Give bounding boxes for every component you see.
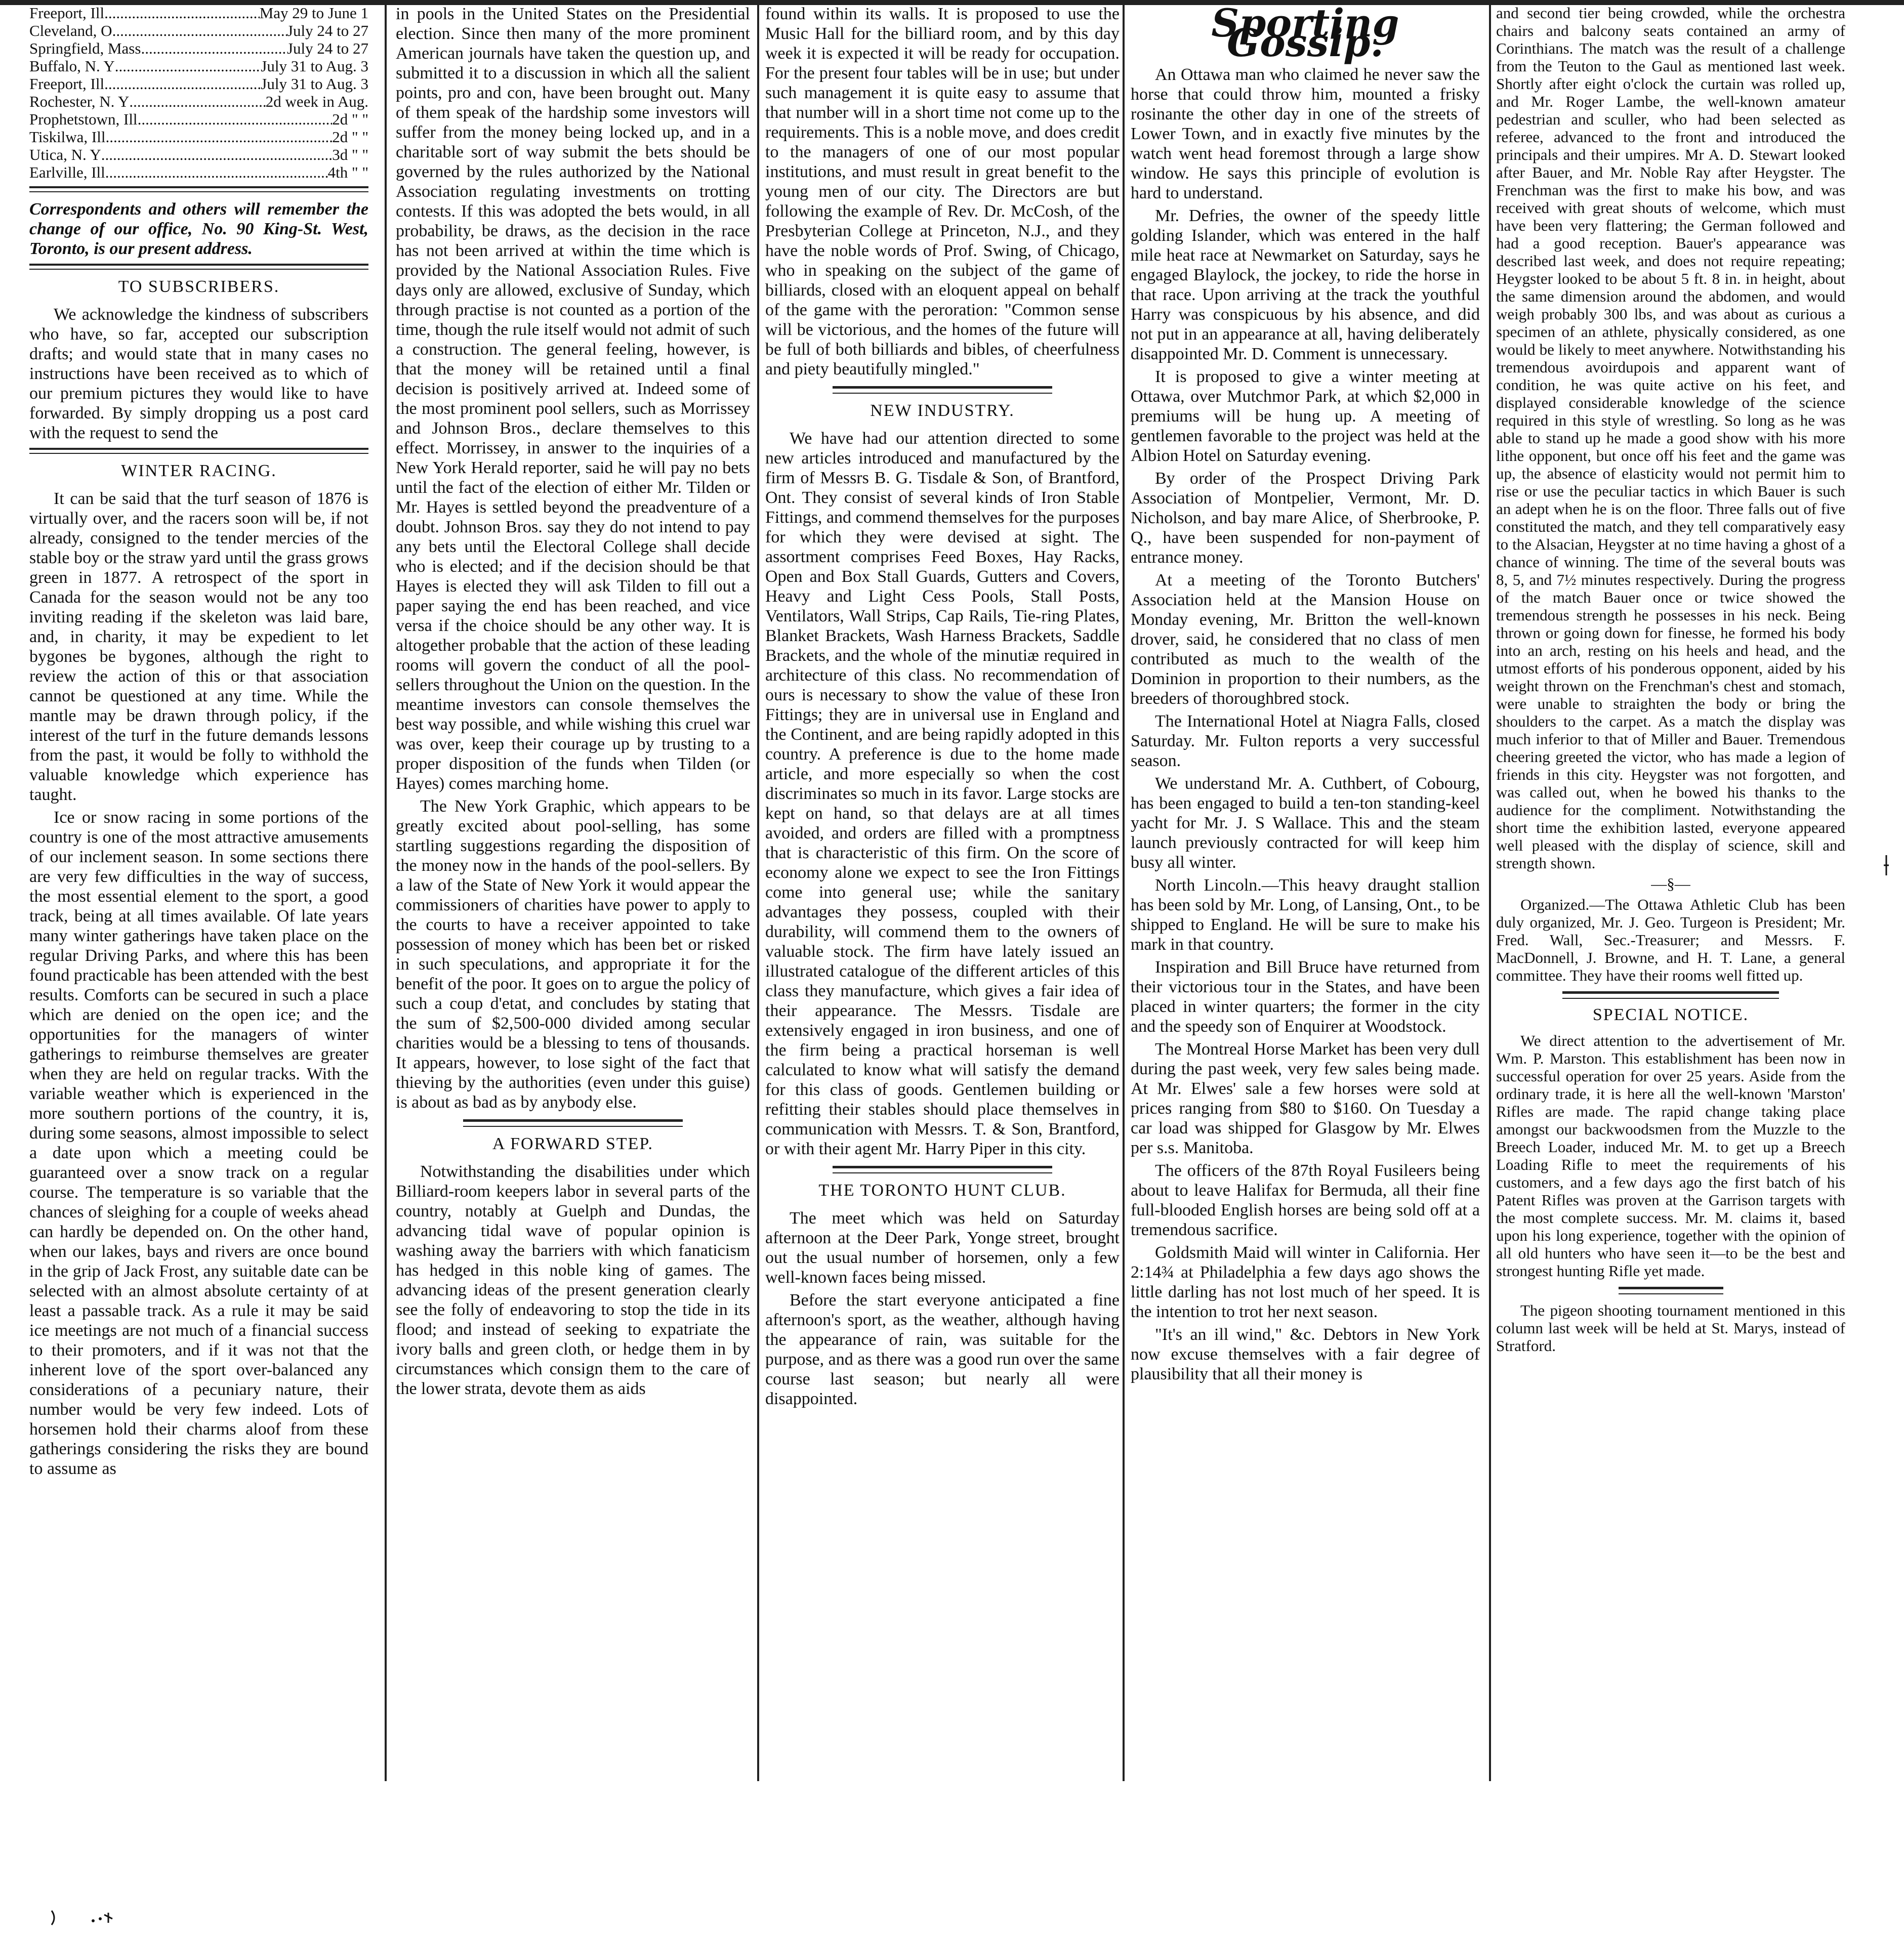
schedule-dates: July 24 to 27 [286,22,368,39]
column-5 [1496,4,1845,1765]
column-4 [1131,4,1480,1765]
gossip-paragraph: The Montreal Horse Market has been very dull during the past week, very few sales being made. At Mr. Elwes' sale a few horses were sold at prices ranging from $80 to $160. On Tuesday a car load was shipped for Glasgow by Mr. Elwes per s.s. Manitoba. [1131,1040,1480,1157]
schedule-row [29,39,368,57]
speck-icon [50,1908,120,1928]
schedule-place: Utica, N. Y [29,146,101,163]
column-rule [1489,0,1491,1781]
gossip-paragraph: Mr. Defries, the owner of the speedy little golding Islander, which was entered in the half mile heat race at Newmarket on Saturday, says he engaged Blaylock, the jockey, to ride the horse in that race. Upon arriving at the track the youthful Harry was conspicuous by his absence, and did not put in an appearance at all, having deliberately disappointed Mr. D. Comment is unnecessary. [1131,206,1480,363]
forward-step-heading: A FORWARD STEP. [492,1134,654,1153]
divider [29,448,368,454]
schedule-dates: 2d " " [332,110,368,128]
hunt-club-paragraph: The meet which was held on Saturday afternoon at the Deer Park, Yonge street, brought out the usual number of horsemen, only a few well-known faces being missed. [765,1209,1120,1287]
winter-racing-paragraph: It can be said that the turf season of 1876 is virtually over, and the racers soon will be, if not already, consigned to the tender mercies of the stable boy or the straw yard until the grass grows green in 1877. A retrospect of the sport in Canada for the season would not be any too inviting reading if the skeleton was laid bare, and, in charity, it may be expedient to let bygones be bygones, although the right to review the action of this or that association cannot be questioned at any time. While the mantle may be drawn through policy, if the interest of the turf in the future demands lessons from the past, it would be folly to withhold the valuable knowledge which experience has taught. [29,489,368,804]
schedule-leader-dots [115,57,261,75]
schedule-dates: 2d " " [332,128,368,146]
special-notice-paragraph: We direct attention to the advertisement of Mr. Wm. P. Marston. This establishment has been now in successful operation for over 25 years. Aside from the ordinary trade, it is here all the well-known 'Marston' Rifles are made. The rapid change taking place amongst our backwoodsmen from the Muzzle to the Breech Loader, induced Mr. M. to get up a Breech Loading Rifle to meet the requirements of his customers, and a few days ago the first batch of his Patent Rifles was proven at the Garrison targets with the most complete success. Mr. M. claims it, based upon his long experience, together with the opinion of all old hunters who have seen it—to be the best and strongest hunting Rifle yet made. [1496,1032,1845,1280]
gossip-paragraph: By order of the Prospect Driving Park Association of Montpelier, Vermont, Mr. D. Nicholson, and bay mare Alice, of Sherbrooke, P. Q., have been suspended for non-payment of entrance money. [1131,469,1480,567]
winter-racing-heading: WINTER RACING. [121,461,277,480]
pool-selling-paragraph: in pools in the United States on the Presidential election. Since then many of the more prominent American journals have taken the question up, and submitted it to a discussion in which all the salient points, pro and con, have been brought out. Many of them speak of the hardship some investors will suffer from the money being locked up, and in a charitable sort of way submit the bets should be governed by the rules authorized by the National Association regulating investments on trotting contests. If this was adopted the bets would, in all probability, be draws, as the decision in the race has not been arrived at within the time which is provided by the National Association Rules. Five days only are allowed, exclusive of Sunday, which through practise is not counted as a portion of the time, though the rule itself would not admit of such a construction. The general feeling, however, is that the money will be retained until a final decision is positively arrived at. Indeed some of the most prominent pool sellers, such as Morrissey and Johnson Bros., declare themselves to this effect. Morrissey, in answer to the inquiries of a New York Herald reporter, said he will pay no bets until the fact of the election of either Mr. Tilden or Mr. Hayes is settled beyond the preadventure of a doubt. Johnson Bros. say they do not intend to pay any bets until the Electoral College shall decide who is elected; and if the decision should be that Hayes is elected they will ask Tilden to fill out a paper saying the end has been reached, and vice versa if the choice should be any other way. It is altogether probable that the action of these leading rooms will govern the conduct of all the pool-sellers throughout the Union on the question. In the meantime investors can console themselves the best way possible, and while wishing this cruel war was over, keep their courage up by trusting to a proper disposition of the funds when Tilden (or Hayes) comes marching home. [396,5,750,793]
schedule-dates: 3d " " [332,146,368,163]
winter-racing-paragraph: Ice or snow racing in some portions of the country is one of the most attractive amusements of our inclement season. In some sections there are very few difficulties in the way of success, the most essential element to the sport, a good track, being at all times available. Of late years many winter gatherings have taken place on the regular Driving Parks, and where this has been found practicable has been attended with the best results. Comforts can be secured in such a place which are denied on the open ice; and the opportunities for the managers of winter gatherings to reimburse themselves are greater when they are held on regular tracks. With the variable weather which is experienced in the more southern portions of the country, it is, during some seasons, almost impossible to select a date upon which a meeting could be guaranteed over a snow track on a regular course. The temperature is so variable that the chances of sleighing for a couple of weeks ahead can hardly be depended on. On the other hand, when our lakes, bays and rivers are once bound in the grip of Jack Frost, any suitable date can be selected with an almost absolute certainty of at least a passable track. As a rule it may be said ice meetings are not much of a financial success to their promoters, and if it was not that the inherent love of the sport over-balanced any considerations of a pecuniary nature, their number would be very few indeed. Lots of horsemen hold their charms aloof from these gatherings considering the risks they are bound to assume as [29,808,368,1478]
forward-step-paragraph: Notwithstanding the disabilities under which Billiard-room keepers labor in several parts of the country, notably at Guelph and Dundas, the advancing tidal wave of popular opinion is washing away the barriers with which fanaticism has hedged in this noble king of games. The advancing ideas of the present generation clearly see the folly of endeavoring to stop the tide in its flood; and instead of seeking to expatriate the ivory balls and green cloth, or hedge them in by circumstances which consign them to the care of the lower strata, devote them as aids [396,1162,750,1398]
column-2 [396,4,750,1765]
schedule-dates: 4th " " [327,163,368,181]
subscribers-heading: TO SUBSCRIBERS. [118,277,280,296]
divider [29,264,368,270]
schedule-place: Springfield, Mass [29,39,141,57]
schedule-dates: July 31 to Aug. 3 [261,57,368,75]
divider [29,186,368,192]
divider [833,1166,1052,1173]
schedule-row [29,4,368,22]
schedule-row [29,93,368,110]
divider [1562,991,1779,999]
schedule-leader-dots [105,128,332,146]
schedule-place: Earlville, Ill [29,163,105,181]
divider [463,1119,683,1127]
bottom-speck [50,1908,120,1933]
schedule-row [29,163,368,181]
gossip-paragraph: The officers of the 87th Royal Fusileers being about to leave Halifax for Bermuda, all their fine full-blooded English horses are being sold off at a tremendous sacrifice. [1131,1161,1480,1239]
schedule-leader-dots [112,22,287,39]
schedule-leader-dots [141,39,287,57]
gossip-paragraph: The International Hotel at Niagra Falls, closed Saturday. Mr. Fulton reports a very successful season. [1131,712,1480,770]
schedule-dates: July 24 to 27 [286,39,368,57]
schedule-leader-dots [104,4,260,22]
schedule-row [29,57,368,75]
billiards-paragraph: found within its walls. It is proposed to use the Music Hall for the billiard room, and by this day week it is expected it will be ready for occupation. For the present four tables will be in use; but under such management it is quite easy to assume that that number will in a short time not come up to the requirements. This is a noble move, and does credit to the managers of one of our most popular institutions, and must result in great benefit to the young men of our city. The Directors are but following the example of Rev. Dr. McCosh, of the Presbyterian College at Princeton, N.J., and they have the noble words of Prof. Swing, of Chicago, who in speaking on the subject of the game of billiards, closed with an eloquent appeal on behalf of the game with the peroration: "Common sense will be victorious, and the homes of the future will be full of both billiards and bibles, of cheerfulness and piety beautifully mingled." [765,5,1120,378]
gossip-paragraph: Goldsmith Maid will winter in California. Her 2:14¾ at Philadelphia a few days ago shows the little darling has not lost much of her speed. It is the intention to trot her next season. [1131,1243,1480,1321]
sporting-gossip-masthead: Sporting Gossip. [1211,4,1399,65]
schedule-dates: May 29 to June 1 [259,4,368,22]
gossip-paragraph: North Lincoln.—This heavy draught stallion has been sold by Mr. Long, of Lansing, Ont., to be shipped to England. He will be sure to make his mark in that country. [1131,876,1480,954]
schedule-place: Prophetstown, Ill [29,110,138,128]
gossip-paragraph: We understand Mr. A. Cuthbert, of Cobourg, has been engaged to build a ten-ton standing-keel yacht for Mr. J. S Wallace. This and the steam launch previously contracted for will keep him busy all winter. [1131,774,1480,872]
margin-speck [1883,855,1890,880]
new-industry-heading: NEW INDUSTRY. [870,401,1015,420]
gossip-paragraph: At a meeting of the Toronto Butchers' Association held at the Mansion House on Monday evening, Mr. Britton the well-known drover, said, he considered that no class of men contributed as much to the wealth of the Dominion in proportion to their numbers, as the breeders of thoroughbred stock. [1131,571,1480,708]
schedule-dates: July 31 to Aug. 3 [261,75,368,93]
schedule-row [29,146,368,163]
schedule-place: Freeport, Ill [29,75,105,93]
new-industry-paragraph: We have had our attention directed to some new articles introduced and manufactured by the firm of Messrs B. G. Tisdale & Son, of Brantford, Ont. They consist of several kinds of Iron Stable Fittings, and commend themselves for the purposes for which they were devised at sight. The assortment comprises Feed Boxes, Hay Racks, Open and Box Stall Guards, Gutters and Covers, Heavy and Light Cess Pools, Stall Posts, Ventilators, Wall Strips, Cap Rails, Tie-ring Plates, Blanket Brackets, Wash Harness Brackets, Saddle Brackets, and the whole of the minutiæ required in architecture of this class. No recommendation of ours is necessary to show the value of these Iron Fittings; they are in universal use in England and the Continent, and are being rapidly adopted in this country. A preference is due to the home made article, and more especially so when the cost discriminates so much in its favor. Large stocks are kept on hand, so that delays are at all times avoided, and orders are filled with a promptness that is characteristic of this firm. On the score of economy alone we expect to see the Iron Fittings come into general use; while the sanitary advantages they possess, coupled with their durability, will commend them to the owners of valuable stock. The firm have lately issued an illustrated catalogue of the different articles of this class they manufacture, which gives a fair idea of their appearance. The Messrs. Tisdale are extensively engaged in iron business, and one of the firm being a practical horseman is well calculated to know what will satisfy the demand for this class of goods. Gentlemen building or refitting their stables should place themselves in communication with Messrs. T. & Son, Brantford, or with their agent Mr. Harry Piper in this city. [765,429,1120,1158]
section-mark: —§— [1651,875,1690,893]
schedule-leader-dots [129,93,265,110]
schedule-leader-dots [105,163,328,181]
schedule-place: Buffalo, N. Y [29,57,115,75]
schedule-leader-dots [138,110,333,128]
schedule-leader-dots [104,75,261,93]
wrestling-paragraph: and second tier being crowded, while the orchestra chairs and balcony seats contained an army of Corinthians. The match was the result of a challenge from the Teuton to the Gaul as mentioned last week. Shortly after eight o'clock the curtain was rolled up, and Mr. Roger Lambe, the well-known amateur pedestrian and sculler, who had been selected as referee, advanced to the front and introduced the principals and their umpires. Mr A. D. Stewart looked after Bauer, and Mr. Noble Ray after Heygster. The Frenchman was the first to make his bow, and was received with great shouts of welcome, which must have been very flattering; the German followed and had a good reception. Bauer's appearance was described last week, and does not require repeating; Heygster looked to be about 5 ft. 8 in. in height, about the same dimension around the abdomen, and would weigh probably 300 lbs, and was about as curious a specimen of an athlete, physically considered, as one would be likely to meet anywhere. Notwithstanding his tremendous avoirdupois and apparent want of condition, he was quite active on his feet, and displayed considerable knowledge of the science required in this style of wrestling. So long as he was able to stand up he made a good show with his more lithe opponent, but once off his feet and the game was up, the absence of elasticity would not permit him to rise or use the peculiar tactics in which Bauer is such an adept when he is on the floor. Three falls out of five constituted the match, and they tell comparatively easy to the Alsacian, Heygster at no time having a ghost of a chance of winning. The time of the several bouts was 8, 5, and 7½ minutes respectively. During the progress of the match Bauer once or twice showed the tremendous strength he possesses in his neck. Being thrown or going down for finesse, he formed his body into an arch, resting on his heels and head, and the utmost efforts of his ponderous opponent, aided by his weight thrown on the Frenchman's chest and stomach, were unable to straighten the body or bring the shoulders to the carpet. As a match the display was much inferior to that of Miller and Bauer. Tremendous cheering greeted the victor, who has made a legion of friends in this city. Heygster was not forgotten, and was called out, when he bowed his thanks to the audience for the compliment. Notwithstanding the short time the exhibition lasted, everyone appeared well pleased with the display of science, skill and strength shown. [1496,4,1845,872]
schedule-place: Rochester, N. Y [29,93,130,110]
schedule-dates: 2d week in Aug. [265,93,368,110]
hunt-club-paragraph: Before the start everyone anticipated a fine afternoon's sport, as the weather, although having the appearance of rain, was suitable for the purpose, and as there was a good run over the same course last season; but nearly all were disappointed. [765,1291,1120,1408]
schedule-row [29,128,368,146]
gossip-paragraph: It is proposed to give a winter meeting at Ottawa, over Mutchmor Park, at which $2,000 in premiums will be hung up. A meeting of gentlemen favorable to the project was held at the Albion Hotel on Saturday evening. [1131,367,1480,465]
column-3 [765,4,1120,1765]
speck-icon [1883,855,1890,875]
race-schedule [29,4,368,181]
hunt-club-heading: THE TORONTO HUNT CLUB. [818,1181,1066,1200]
gossip-paragraph: "It's an ill wind," &c. Debtors in New York now excuse themselves with a fair degree of plausibility that all their money is [1131,1325,1480,1383]
office-notice: Correspondents and others will remember the change of our office, No. 90 King-St. West, Toronto, is our present address. [29,200,368,258]
column-1 [29,4,368,1765]
schedule-leader-dots [101,146,332,163]
column-rule [757,0,759,1781]
graphic-paragraph: The New York Graphic, which appears to be greatly excited about pool-selling, has some startling suggestions regarding the disposition of the money now in the hands of the pool-sellers. By a law of the State of New York it would appear the commissioners of charities have power to apply to the courts to have a receiver appointed to take possession of money which has been bet or risked in such speculations, and appropriate it for the benefit of the poor. It goes on to argue the policy of such a coup d'etat, and concludes by stating that the sum of $2,500-000 divided among secular charities would be a blessing to tens of thousands. It appears, however, to lose sight of the fact that thieving by the authorities (even under this guise) is about as bad as by anybody else. [396,797,750,1112]
schedule-row [29,22,368,39]
athletic-club-paragraph: Organized.—The Ottawa Athletic Club has been duly organized, Mr. J. Geo. Turgeon is President; Mr. Fred. Wall, Sec.-Treasurer; and Messrs. F. MacDonnell, J. Browne, and H. T. Lane, a general committee. They have their rooms well fitted up. [1496,896,1845,984]
pigeon-shooting-paragraph: The pigeon shooting tournament mentioned in this column last week will be held at St. Marys, instead of Stratford. [1496,1301,1845,1355]
schedule-place: Tiskilwa, Ill [29,128,106,146]
gossip-paragraph: Inspiration and Bill Bruce have returned from their victorious tour in the States, and have been placed in winter quarters; the former in the city and the speedy son of Enquirer at Woodstock. [1131,958,1480,1036]
schedule-row [29,75,368,93]
gossip-paragraph: An Ottawa man who claimed he never saw the horse that could throw him, mounted a frisky rosinante the other day in one of the streets of Lower Town, and in exactly five minutes by the watch went head foremost through a large show window. He says this principle of evolution is hard to understand. [1131,65,1480,202]
divider [1619,1287,1723,1294]
column-rule [1123,0,1125,1781]
divider [833,386,1052,394]
gossip-items [1131,65,1480,1384]
subscribers-paragraph: We acknowledge the kindness of subscribers who have, so far, accepted our subscription drafts; and would state that in many cases no instructions have been received as to which of our premium pictures they would like to have forwarded. By simply dropping us a post card with the request to send the [29,305,368,442]
special-notice-heading: SPECIAL NOTICE. [1592,1005,1749,1024]
schedule-place: Cleveland, O [29,22,112,39]
column-rule [385,0,387,1781]
schedule-row [29,110,368,128]
schedule-place: Freeport, Ill [29,4,105,22]
